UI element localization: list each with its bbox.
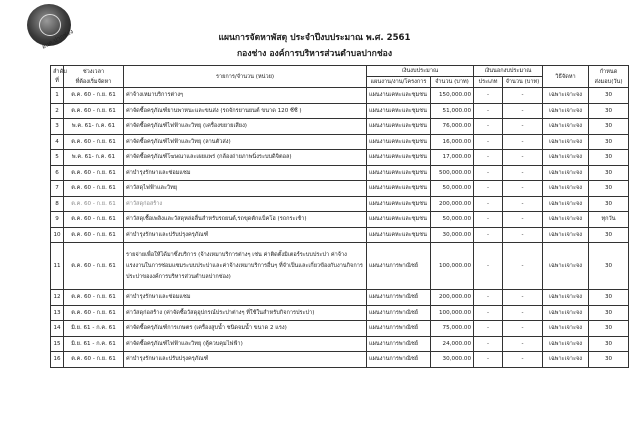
cell-no: 1 bbox=[51, 88, 64, 104]
table-row bbox=[51, 134, 629, 150]
cell-period: ต.ค. 60 - ก.ย. 61 bbox=[64, 212, 124, 228]
cell-item: ค่าจัดซื้อครุภัณฑ์ไฟฟ้าและวิทยุ (เครื่องขยายเสียง) bbox=[124, 119, 367, 135]
cell-type: - bbox=[474, 290, 503, 306]
cell-nb-amount: - bbox=[503, 290, 543, 306]
header-amount: จำนวน (บาท) bbox=[431, 77, 474, 88]
cell-type: - bbox=[474, 134, 503, 150]
cell-no: 10 bbox=[51, 227, 64, 243]
cell-nb-amount: - bbox=[503, 336, 543, 352]
cell-nb-amount: - bbox=[503, 321, 543, 337]
cell-amount: 30,000.00 bbox=[431, 227, 474, 243]
cell-days: 30 bbox=[589, 290, 629, 306]
cell-amount: 30,000.00 bbox=[431, 352, 474, 368]
procurement-table bbox=[50, 65, 629, 368]
cell-type: - bbox=[474, 103, 503, 119]
cell-days: 30 bbox=[589, 336, 629, 352]
cell-nb-amount: - bbox=[503, 305, 543, 321]
cell-amount: 75,000.00 bbox=[431, 321, 474, 337]
cell-period: ต.ค. 60 - ก.ย. 61 bbox=[64, 103, 124, 119]
cell-plan: แผนงานเคหะและชุมชน bbox=[367, 88, 431, 104]
cell-no: 6 bbox=[51, 165, 64, 181]
cell-no: 13 bbox=[51, 305, 64, 321]
cell-amount: 16,000.00 bbox=[431, 134, 474, 150]
cell-nb-amount: - bbox=[503, 119, 543, 135]
header-deadline-bottom: ส่งมอบ(วัน) bbox=[594, 78, 623, 85]
cell-method: เฉพาะเจาะจง bbox=[543, 88, 589, 104]
cell-item: ค่าบำรุงรักษาและปรับปรุงครุภัณฑ์ bbox=[124, 227, 367, 243]
cell-period: พ.ค. 61- ก.ค. 61 bbox=[64, 150, 124, 166]
table-row bbox=[51, 212, 629, 228]
cell-no: 2 bbox=[51, 103, 64, 119]
cell-method: เฉพาะเจาะจง bbox=[543, 227, 589, 243]
cell-days: 30 bbox=[589, 150, 629, 166]
cell-amount: 100,000.00 bbox=[431, 243, 474, 290]
cell-method: เฉพาะเจาะจง bbox=[543, 352, 589, 368]
cell-amount: 500,000.00 bbox=[431, 165, 474, 181]
table-row bbox=[51, 119, 629, 135]
cell-plan: แผนงานเคหะและชุมชน bbox=[367, 212, 431, 228]
cell-item: ค่าวัสดุเชื้อเพลิงและวัสดุหล่อลื่นสำหรับรถยนต์,รถขุดตักแบ็คโฮ (รถกระเช้า) bbox=[124, 212, 367, 228]
cell-type: - bbox=[474, 243, 503, 290]
cell-amount: 200,000.00 bbox=[431, 196, 474, 212]
cell-plan: แผนงานการพาณิชย์ bbox=[367, 290, 431, 306]
cell-no: 12 bbox=[51, 290, 64, 306]
cell-no: 8 bbox=[51, 196, 64, 212]
document-title: แผนการจัดหาพัสดุ ประจำปีงบประมาณ พ.ศ. 2561 bbox=[218, 33, 411, 43]
cell-item: ค่าบำรุงรักษาและซ่อมแซม bbox=[124, 165, 367, 181]
header-method: วิธีจัดหา bbox=[543, 66, 589, 88]
table-body bbox=[51, 88, 629, 368]
header-type: ประเภท bbox=[474, 77, 503, 88]
header-no: ลำดับที่ bbox=[51, 66, 64, 88]
cell-period: ต.ค. 60 - ก.ย. 61 bbox=[64, 305, 124, 321]
cell-days: 30 bbox=[589, 165, 629, 181]
cell-item: ค่าวัสดุก่อสร้าง bbox=[124, 196, 367, 212]
cell-nb-amount: - bbox=[503, 212, 543, 228]
cell-item: ค่าจ้างเหมาบริการต่างๆ bbox=[124, 88, 367, 104]
cell-amount: 50,000.00 bbox=[431, 181, 474, 197]
cell-method: เฉพาะเจาะจง bbox=[543, 165, 589, 181]
cell-amount: 17,000.00 bbox=[431, 150, 474, 166]
cell-no: 4 bbox=[51, 134, 64, 150]
cell-plan: แผนงานเคหะและชุมชน bbox=[367, 181, 431, 197]
cell-amount: 150,000.00 bbox=[431, 88, 474, 104]
cell-type: - bbox=[474, 352, 503, 368]
cell-method: เฉพาะเจาะจง bbox=[543, 243, 589, 290]
cell-period: ต.ค. 60 - ก.ย. 61 bbox=[64, 181, 124, 197]
cell-period: ต.ค. 60 - ก.ย. 61 bbox=[64, 165, 124, 181]
cell-plan: แผนงานการพาณิชย์ bbox=[367, 243, 431, 290]
cell-item: รายจ่ายเพื่อให้ได้มาซึ่งบริการ (จ้างเหมาบริการต่างๆ เช่น ค่าติดตั้งมิเตอร์ระบบประปา ค่าจ้างแรงงานในการซ่อมแซมระบบประปาและค่าจ้างเหมาบริการอื่นๆ ที่จำเป็นและเกี่ยวข้องกับงานกิจการประปาของงค์การบริหารส่วนตำบลปากช่อง) bbox=[124, 243, 367, 290]
header-period-top: ช่วงเวลา bbox=[82, 68, 105, 75]
cell-days: 30 bbox=[589, 181, 629, 197]
cell-item: ค่าจัดซื้อครุภัณฑ์ไฟฟ้าและวิทยุ (ตู้ควบคุมไฟฟ้า) bbox=[124, 336, 367, 352]
cell-type: - bbox=[474, 196, 503, 212]
cell-method: เฉพาะเจาะจง bbox=[543, 150, 589, 166]
table-row bbox=[51, 336, 629, 352]
cell-method: เฉพาะเจาะจง bbox=[543, 119, 589, 135]
cell-period: ต.ค. 60 - ก.ย. 61 bbox=[64, 88, 124, 104]
cell-type: - bbox=[474, 165, 503, 181]
cell-no: 14 bbox=[51, 321, 64, 337]
cell-method: เฉพาะเจาะจง bbox=[543, 212, 589, 228]
cell-type: - bbox=[474, 321, 503, 337]
cell-item: ค่าวัสดุก่อสร้าง (ค่าจัดซื้อวัสดุอุปกรณ์ประปาต่างๆ ที่ใช้ในสำหรับกิจการประปา) bbox=[124, 305, 367, 321]
cell-item: ค่าจัดซื้อครุภัณฑ์โฆษณาและเผยแพร่ (กล้องถ่ายภาพนิ่งระบบดิจิตอล) bbox=[124, 150, 367, 166]
cell-nb-amount: - bbox=[503, 227, 543, 243]
cell-period: ต.ค. 60 - ก.ย. 61 bbox=[64, 134, 124, 150]
cell-days: 30 bbox=[589, 305, 629, 321]
header-period-bottom: ที่ต้องเริ่มจัดหา bbox=[75, 78, 112, 85]
cell-amount: 100,000.00 bbox=[431, 305, 474, 321]
cell-type: - bbox=[474, 181, 503, 197]
cell-plan: แผนงานเคหะและชุมชน bbox=[367, 227, 431, 243]
cell-nb-amount: - bbox=[503, 134, 543, 150]
table-row bbox=[51, 88, 629, 104]
cell-plan: แผนงานเคหะและชุมชน bbox=[367, 119, 431, 135]
cell-method: เฉพาะเจาะจง bbox=[543, 181, 589, 197]
cell-amount: 76,000.00 bbox=[431, 119, 474, 135]
cell-item: ค่าวัสดุไฟฟ้าและวิทยุ bbox=[124, 181, 367, 197]
cell-days: 30 bbox=[589, 227, 629, 243]
cell-days: 30 bbox=[589, 88, 629, 104]
cell-no: 15 bbox=[51, 336, 64, 352]
cell-period: ต.ค. 60 - ก.ย. 61 bbox=[64, 243, 124, 290]
cell-nb-amount: - bbox=[503, 181, 543, 197]
cell-period: พ.ค. 61- ก.ค. 61 bbox=[64, 119, 124, 135]
cell-period: ต.ค. 60 - ก.ย. 61 bbox=[64, 227, 124, 243]
cell-type: - bbox=[474, 305, 503, 321]
cell-plan: แผนงานการพาณิชย์ bbox=[367, 321, 431, 337]
cell-amount: 50,000.00 bbox=[431, 212, 474, 228]
document-subtitle: กองช่าง องค์การบริหารส่วนตำบลปากช่อง bbox=[236, 49, 393, 59]
table-row bbox=[51, 165, 629, 181]
cell-item: ค่าจัดซื้อครุภัณฑ์ไฟฟ้าและวิทยุ (ลานตัวส่ง) bbox=[124, 134, 367, 150]
header-plan: แผนงาน/งาน/โครงการ bbox=[367, 77, 431, 88]
cell-type: - bbox=[474, 88, 503, 104]
cell-item: ค่าจัดซื้อครุภัณฑ์ยานพาหนะและขนส่ง (รถจักรยานยนต์ ขนาด 120 ซีซี ) bbox=[124, 103, 367, 119]
cell-nb-amount: - bbox=[503, 243, 543, 290]
cell-plan: แผนงานเคหะและชุมชน bbox=[367, 165, 431, 181]
cell-plan: แผนงานเคหะและชุมชน bbox=[367, 134, 431, 150]
header-period bbox=[64, 66, 124, 88]
cell-period: มิ.ย. 61 - ก.ค. 61 bbox=[64, 321, 124, 337]
cell-method: เฉพาะเจาะจง bbox=[543, 321, 589, 337]
cell-nb-amount: - bbox=[503, 352, 543, 368]
cell-days: 30 bbox=[589, 321, 629, 337]
cell-no: 16 bbox=[51, 352, 64, 368]
cell-type: - bbox=[474, 227, 503, 243]
cell-item: ค่าจัดซื้อครุภัณฑ์การเกษตร (เครื่องสูบน้ำ ชนิดจมน้ำ ขนาด 2 แรง) bbox=[124, 321, 367, 337]
cell-no: 3 bbox=[51, 119, 64, 135]
cell-days: 30 bbox=[589, 103, 629, 119]
cell-nb-amount: - bbox=[503, 103, 543, 119]
cell-plan: แผนงานการพาณิชย์ bbox=[367, 305, 431, 321]
cell-item: ค่าบำรุงรักษาและปรับปรุงครุภัณฑ์ bbox=[124, 352, 367, 368]
cell-days: 30 bbox=[589, 119, 629, 135]
cell-days: ทุกวัน bbox=[589, 212, 629, 228]
cell-plan: แผนงานการพาณิชย์ bbox=[367, 336, 431, 352]
table-row bbox=[51, 150, 629, 166]
cell-period: ต.ค. 60 - ก.ย. 61 bbox=[64, 290, 124, 306]
cell-nb-amount: - bbox=[503, 150, 543, 166]
table-row bbox=[51, 196, 629, 212]
cell-no: 7 bbox=[51, 181, 64, 197]
cell-item: ค่าบำรุงรักษาและซ่อมแซม bbox=[124, 290, 367, 306]
cell-no: 11 bbox=[51, 243, 64, 290]
header-deadline bbox=[589, 66, 629, 88]
cell-type: - bbox=[474, 119, 503, 135]
cell-days: 30 bbox=[589, 134, 629, 150]
cell-days: 30 bbox=[589, 243, 629, 290]
cell-method: เฉพาะเจาะจง bbox=[543, 305, 589, 321]
cell-period: ต.ค. 60 - ก.ย. 61 bbox=[64, 196, 124, 212]
cell-amount: 51,000.00 bbox=[431, 103, 474, 119]
cell-nb-amount: - bbox=[503, 88, 543, 104]
table-row bbox=[51, 181, 629, 197]
seal-text: อบต.ปากช่อง bbox=[40, 28, 75, 51]
cell-plan: แผนงานการพาณิชย์ bbox=[367, 352, 431, 368]
cell-no: 5 bbox=[51, 150, 64, 166]
table-row bbox=[51, 352, 629, 368]
cell-days: 30 bbox=[589, 196, 629, 212]
cell-method: เฉพาะเจาะจง bbox=[543, 196, 589, 212]
cell-period: ต.ค. 60 - ก.ย. 61 bbox=[64, 352, 124, 368]
cell-type: - bbox=[474, 212, 503, 228]
header-nonbudget: เงินนอกงบประมาณ bbox=[474, 66, 543, 77]
cell-method: เฉพาะเจาะจง bbox=[543, 290, 589, 306]
cell-method: เฉพาะเจาะจง bbox=[543, 103, 589, 119]
cell-no: 9 bbox=[51, 212, 64, 228]
cell-type: - bbox=[474, 150, 503, 166]
cell-amount: 200,000.00 bbox=[431, 290, 474, 306]
cell-plan: แผนงานเคหะและชุมชน bbox=[367, 150, 431, 166]
cell-nb-amount: - bbox=[503, 165, 543, 181]
cell-type: - bbox=[474, 336, 503, 352]
header-nb-amount: จำนวน (บาท) bbox=[503, 77, 543, 88]
table-row bbox=[51, 305, 629, 321]
cell-amount: 24,000.00 bbox=[431, 336, 474, 352]
cell-nb-amount: - bbox=[503, 196, 543, 212]
cell-period: มิ.ย. 61 - ก.ค. 61 bbox=[64, 336, 124, 352]
table-row bbox=[51, 227, 629, 243]
table-row bbox=[51, 103, 629, 119]
header-budget: เงินงบประมาณ bbox=[367, 66, 474, 77]
header-item: รายการ/จำนวน (หน่วย) bbox=[124, 66, 367, 88]
cell-days: 30 bbox=[589, 352, 629, 368]
table-row bbox=[51, 290, 629, 306]
table-row bbox=[51, 321, 629, 337]
cell-plan: แผนงานเคหะและชุมชน bbox=[367, 196, 431, 212]
cell-method: เฉพาะเจาะจง bbox=[543, 336, 589, 352]
cell-method: เฉพาะเจาะจง bbox=[543, 134, 589, 150]
header-deadline-top: กำหนด bbox=[599, 68, 618, 75]
table-row bbox=[51, 243, 629, 290]
cell-plan: แผนงานเคหะและชุมชน bbox=[367, 103, 431, 119]
